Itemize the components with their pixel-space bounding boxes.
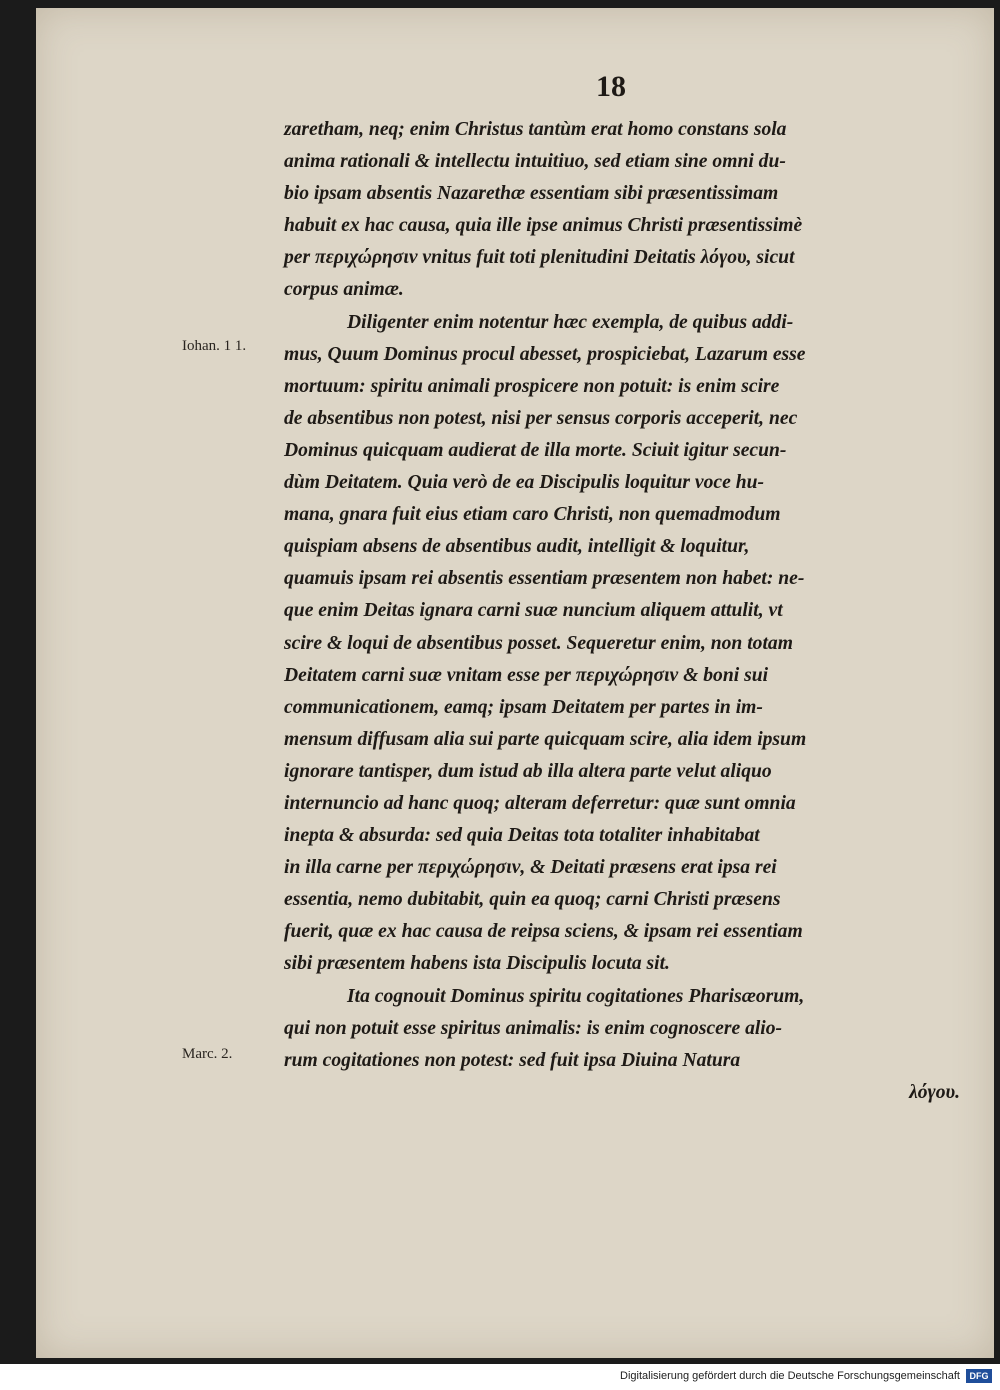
footer-bar — [0, 1364, 1000, 1390]
digitization-credit: Digitalisierung gefördert durch die Deutsche Forschungsgemeinschaft — [620, 1370, 960, 1382]
text-line: bio ipsam absentis Nazarethæ essentiam sibi præsentissimam — [284, 183, 779, 205]
text-line: fuerit, quæ ex hac causa de reipsa sciens, & ipsam rei essentiam — [284, 921, 803, 943]
text-line: λόγου. — [909, 1081, 960, 1103]
text-line: essentia, nemo dubitabit, quin ea quoq; carni Christi præsens — [284, 889, 781, 911]
text-line: mus, Quum Dominus procul abesset, prospiciebat, Lazarum esse — [284, 343, 806, 365]
margin-note-iohan: Iohan. 1 1. — [182, 338, 247, 354]
text-line: in illa carne per περιχώρησιν, & Deitati præsens erat ipsa rei — [284, 857, 777, 879]
text-line: ignorare tantisper, dum istud ab illa altera parte velut aliquo — [284, 760, 772, 782]
dfg-logo: DFG — [966, 1369, 992, 1383]
text-line: de absentibus non potest, nisi per sensus corporis acceperit, nec — [284, 407, 798, 429]
text-line: rum cogitationes non potest: sed fuit ipsa Diuina Natura — [284, 1049, 741, 1071]
body-text — [284, 114, 960, 1109]
text-line: Dominus quicquam audierat de illa morte. Sciuit igitur secun- — [284, 439, 787, 461]
text-line: quamuis ipsam rei absentis essentiam præsentem non habet: ne- — [284, 568, 805, 590]
text-line: quispiam absens de absentibus audit, intelligit & loquitur, — [284, 536, 750, 558]
text-line: Ita cognouit Dominus spiritu cogitationes Pharisæorum, — [347, 985, 805, 1007]
text-line: dùm Deitatem. Quia verò de ea Discipulis loquitur voce hu- — [284, 472, 765, 494]
text-line: qui non potuit esse spiritus animalis: is enim cognoscere alio- — [284, 1017, 783, 1039]
book-page — [36, 8, 994, 1358]
text-line: corpus animæ. — [284, 279, 404, 301]
margin-note-marc: Marc. 2. — [182, 1046, 233, 1062]
page-number: 18 — [596, 70, 626, 103]
text-line: mana, gnara fuit eius etiam caro Christi, non quemadmodum — [284, 504, 781, 526]
text-line: scire & loqui de absentibus posset. Sequeretur enim, non totam — [284, 632, 793, 654]
text-line: que enim Deitas ignara carni suæ nuncium aliquem attulit, vt — [284, 600, 783, 622]
text-line: anima rationali & intellectu intuitiuo, sed etiam sine omni du- — [284, 151, 786, 173]
text-line: communicationem, eamq; ipsam Deitatem per partes in im- — [284, 696, 763, 718]
text-line: mensum diffusam alia sui parte quicquam scire, alia idem ipsum — [284, 728, 807, 750]
text-line: zaretham, neq; enim Christus tantùm erat homo constans sola — [284, 119, 787, 140]
text-line: habuit ex hac causa, quia ille ipse animus Christi præsentissimè — [284, 215, 803, 237]
text-line: inepta & absurda: sed quia Deitas tota totaliter inhabitabat — [284, 825, 760, 847]
text-line: mortuum: spiritu animali prospicere non potuit: is enim scire — [284, 375, 780, 397]
text-line: Diligenter enim notentur hæc exempla, de quibus addi- — [347, 311, 794, 333]
text-line: Deitatem carni suæ vnitam esse per περιχώρησιν & boni sui — [284, 664, 769, 686]
text-line: internuncio ad hanc quoq; alteram deferretur: quæ sunt omnia — [284, 792, 796, 814]
text-line: sibi præsentem habens ista Discipulis locuta sit. — [284, 953, 670, 975]
text-line: per περιχώρησιν vnitus fuit toti plenitudini Deitatis λόγου, sicut — [284, 247, 795, 269]
